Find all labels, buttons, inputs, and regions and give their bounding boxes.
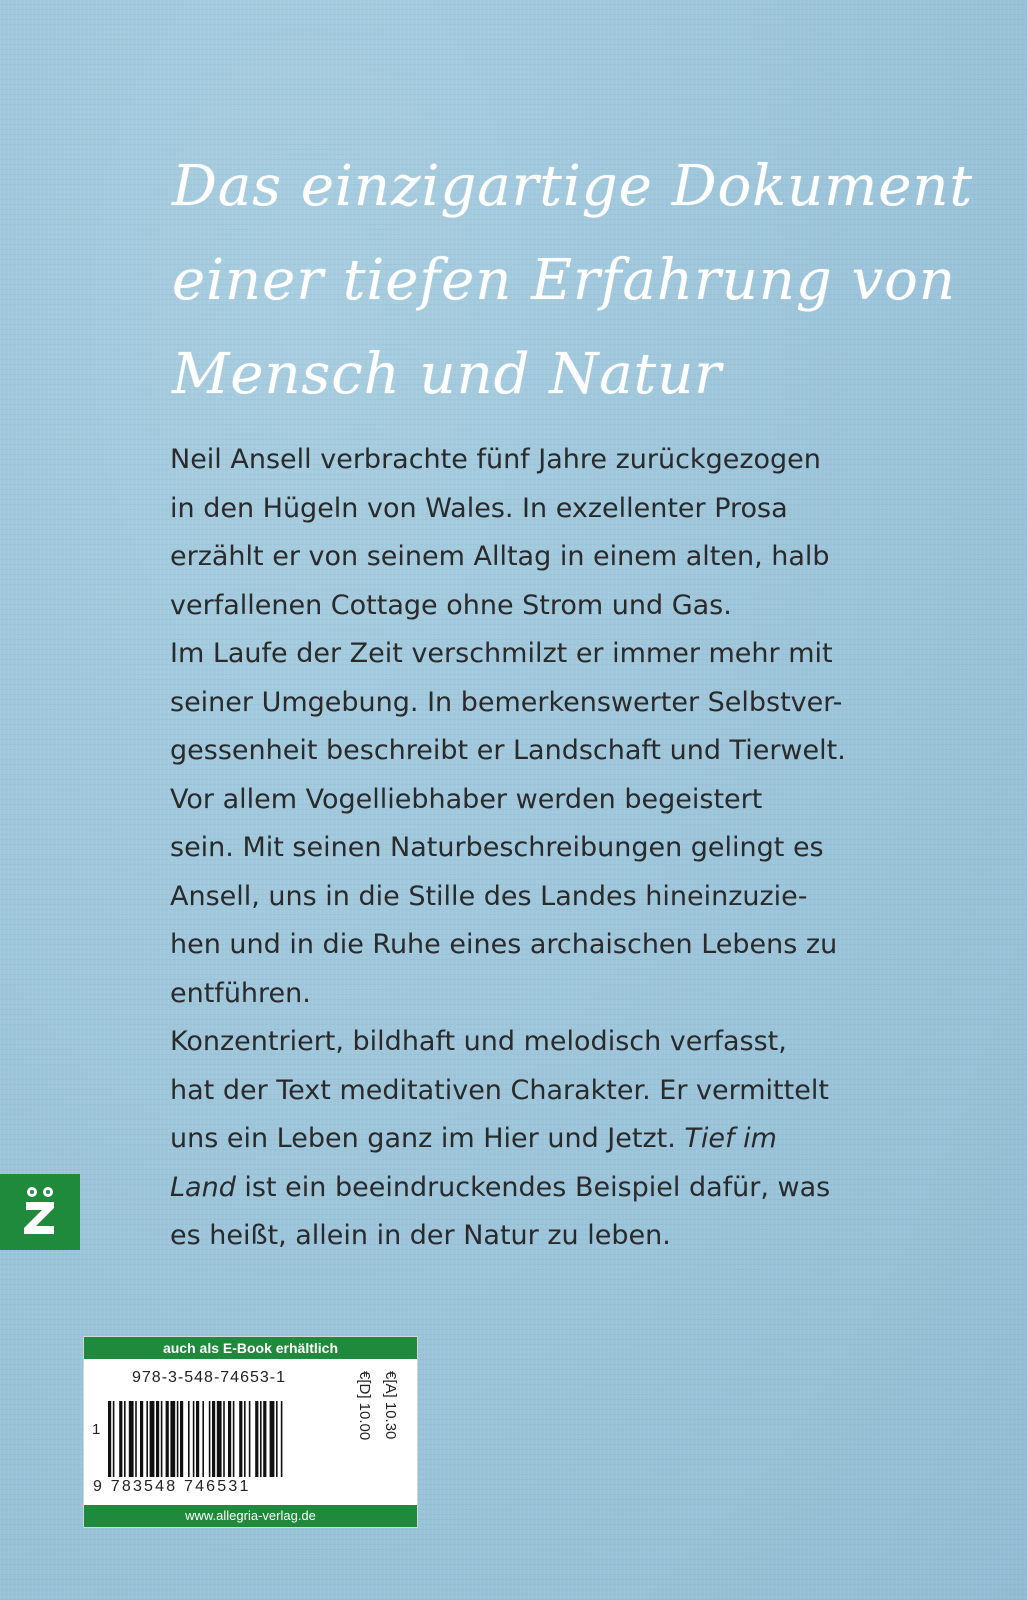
- blurb-line: [170, 1115, 970, 1164]
- barcode-bar: [281, 1401, 283, 1477]
- barcode-bar: [135, 1401, 137, 1477]
- blurb-line: Im Laufe der Zeit verschmilzt er immer mehr mit: [170, 638, 833, 669]
- blurb-line: gessenheit beschreibt er Landschaft und Tierwelt.: [170, 735, 846, 766]
- ean-digits: 9 783548 746531: [93, 1478, 251, 1495]
- blurb-line: sein. Mit seinen Naturbeschreibungen gelingt es: [170, 832, 824, 863]
- blurb-line: hat der Text meditativen Charakter. Er vermittelt: [170, 1074, 829, 1106]
- barcode-bar: [146, 1401, 148, 1477]
- barcode-bar: [166, 1401, 169, 1477]
- barcode-bar: [113, 1401, 115, 1477]
- headline: [172, 140, 992, 422]
- barcode-bar: [180, 1401, 183, 1477]
- barcode-bar: [228, 1401, 231, 1477]
- barcode-bar: [156, 1401, 159, 1477]
- publisher-website: www.allegria-verlag.de: [84, 1505, 417, 1527]
- blurb-line: es heißt, allein in der Natur zu leben.: [170, 1220, 671, 1251]
- blurb-text-segment: uns ein Leben ganz im Hier und Jetzt.: [170, 1123, 685, 1154]
- price-germany: [356, 1371, 376, 1486]
- barcode-bar: [263, 1401, 266, 1477]
- barcode-bar: [223, 1401, 225, 1477]
- ebook-banner: auch als E-Book erhältlich: [84, 1337, 417, 1359]
- barcode-bar: [140, 1401, 143, 1477]
- blurb-line: Ansell, uns in die Stille des Landes hineinzuzie-: [170, 880, 808, 912]
- barcode-bar: [119, 1401, 122, 1477]
- barcode-bar: [212, 1401, 215, 1477]
- price-austria: [382, 1371, 402, 1486]
- book-title-italic: Tief im: [684, 1123, 777, 1154]
- barcode-bar: [233, 1401, 235, 1477]
- headline-line-3: Mensch und Natur: [172, 342, 723, 407]
- blurb-text: [170, 436, 970, 1261]
- headline-line-2: einer tiefen Erfahrung von: [172, 248, 956, 313]
- book-title-italic: Land: [170, 1171, 236, 1203]
- owl-logo-icon: [0, 1174, 80, 1250]
- barcode-bar: [124, 1401, 126, 1477]
- barcode-bar: [193, 1401, 195, 1477]
- barcode-addon-digit: 1: [92, 1421, 101, 1438]
- barcode-bar: [170, 1401, 175, 1477]
- barcode-bar: [129, 1401, 134, 1477]
- price-austria-text: €[A] 10.30: [382, 1371, 399, 1440]
- barcode-bar: [270, 1401, 275, 1477]
- blurb-line: [170, 1164, 970, 1213]
- blurb-line: Neil Ansell verbrachte fünf Jahre zurückgezogen: [170, 444, 821, 475]
- blurb-line: hen und in die Ruhe eines archaischen Lebens zu: [170, 929, 838, 960]
- blurb-line: erzählt er von seinem Alltag in einem alten, halb: [170, 541, 830, 572]
- blurb-line: in den Hügeln von Wales. In exzellenter Prosa: [170, 492, 788, 524]
- blurb-text-segment: ist ein beeindruckendes Beispiel dafür, was: [235, 1171, 831, 1203]
- barcode-bar: [188, 1401, 190, 1477]
- blurb-line: verfallenen Cottage ohne Strom und Gas.: [170, 589, 732, 621]
- barcode-bar: [108, 1401, 111, 1477]
- barcode-label: [83, 1336, 418, 1528]
- barcode-bar: [260, 1401, 262, 1477]
- barcode-bar: [249, 1401, 251, 1477]
- blurb-line: Vor allem Vogelliebhaber werden begeistert: [170, 783, 763, 815]
- barcode-bar: [150, 1401, 155, 1477]
- barcode-bar: [217, 1401, 222, 1477]
- barcode-bar: [244, 1401, 246, 1477]
- blurb-line: entführen.: [170, 977, 311, 1009]
- barcode-bar: [202, 1401, 204, 1477]
- price-germany-text: €[D] 10.00: [356, 1371, 373, 1441]
- publisher-logo: [0, 1174, 80, 1250]
- barcode-bar: [196, 1401, 199, 1477]
- barcode-bar: [209, 1401, 211, 1477]
- headline-line-1: Das einzigartige Dokument: [172, 154, 973, 219]
- isbn-number: 978-3-548-74653-1: [132, 1369, 286, 1386]
- barcode-bar: [255, 1401, 258, 1477]
- barcode-bars: [108, 1401, 344, 1477]
- blurb-line: Konzentriert, bildhaft und melodisch verfasst,: [170, 1026, 787, 1057]
- barcode-bar: [161, 1401, 163, 1477]
- barcode-bar: [177, 1401, 179, 1477]
- barcode-bar: [276, 1401, 278, 1477]
- blurb-line: seiner Umgebung. In bemerkenswerter Selbstver-: [170, 686, 843, 718]
- barcode-bar: [239, 1401, 242, 1477]
